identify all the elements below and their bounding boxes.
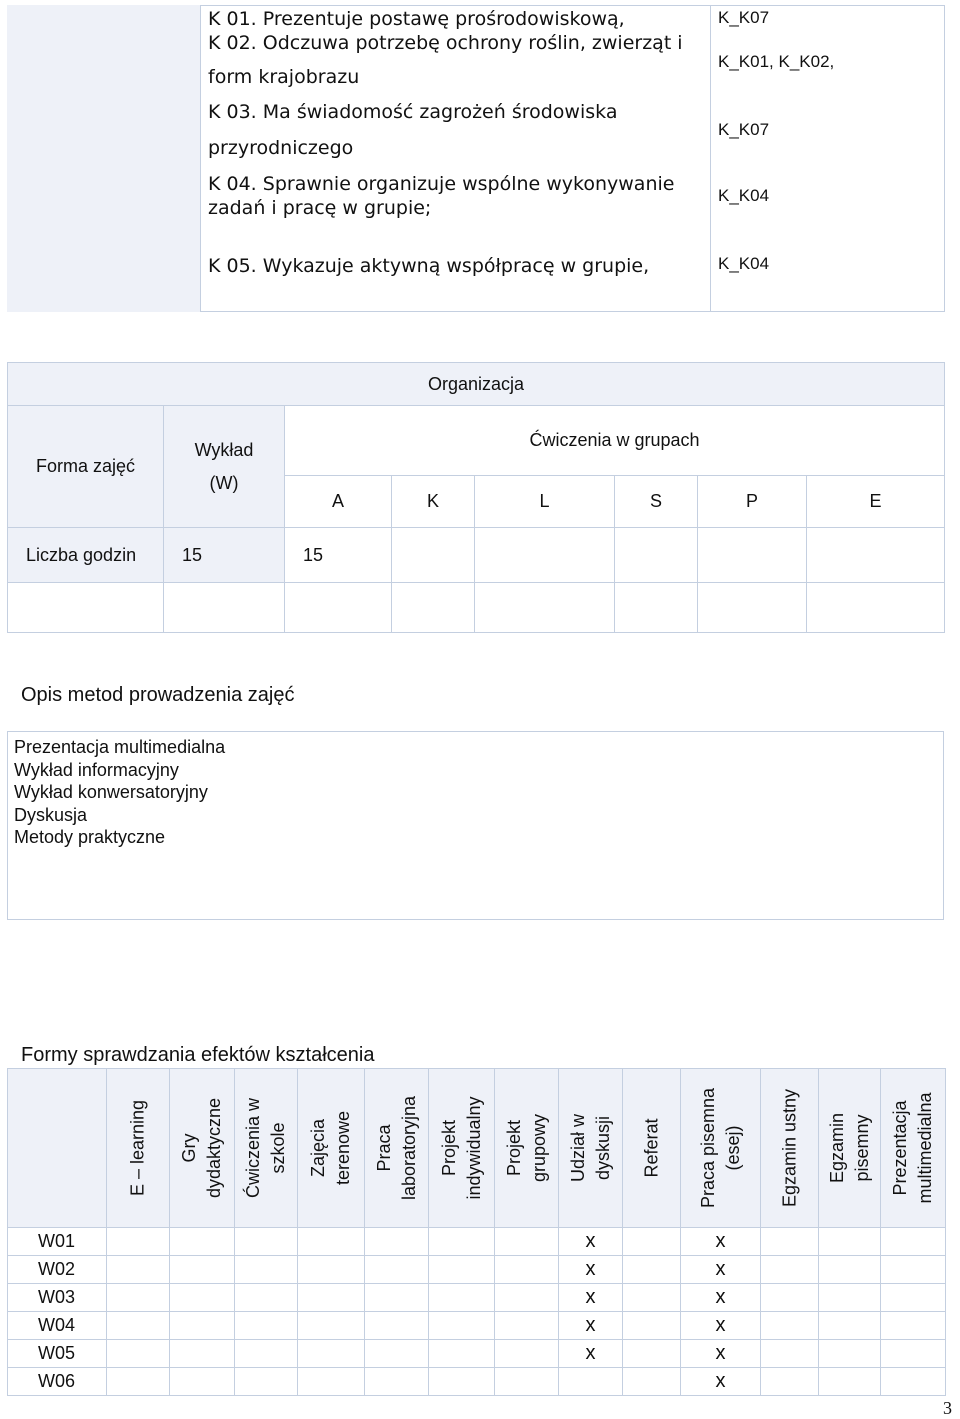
verification-cell (818, 1283, 881, 1312)
group-a-header: A (284, 475, 392, 528)
verification-cell (428, 1339, 495, 1368)
empty-cell (284, 582, 392, 633)
verification-cell: x (680, 1311, 761, 1340)
competence-code-1: K_K07 (718, 8, 770, 27)
verification-cell (234, 1367, 298, 1396)
verification-cell (364, 1283, 429, 1312)
verification-cell (818, 1367, 881, 1396)
wyklad-header-line2: (W) (209, 472, 239, 493)
verification-cell (234, 1311, 298, 1340)
verification-cell (297, 1367, 365, 1396)
verification-column-header (169, 1068, 235, 1228)
verification-column-label: Referat (641, 1118, 661, 1178)
verification-cell: x (680, 1283, 761, 1312)
competence-line-8: K 05. Wykazuje aktywną współpracę w grupie, (208, 255, 650, 277)
verification-column-label: Egzamin ustny (779, 1088, 799, 1208)
verification-cell (818, 1255, 881, 1284)
verification-column-header (364, 1068, 429, 1228)
verification-cell (234, 1339, 298, 1368)
empty-cell (614, 582, 698, 633)
verification-cell (364, 1339, 429, 1368)
method-item: Metody praktyczne (14, 827, 166, 847)
group-e-header: E (806, 475, 945, 528)
verification-column-label: Egzamin (826, 1112, 847, 1184)
verification-cell (106, 1283, 170, 1312)
competence-line-4: K 03. Ma świadomość zagrożeń środowiska (208, 101, 618, 123)
verification-cell (169, 1339, 235, 1368)
verification-cell (760, 1311, 819, 1340)
hours-group-l (474, 527, 615, 583)
verification-cell (297, 1311, 365, 1340)
verification-column-label: Gry (179, 1133, 199, 1163)
verification-header-corner (7, 1068, 107, 1228)
verification-column-label: grupowy (528, 1113, 549, 1183)
verification-cell: x (680, 1339, 761, 1368)
verification-cell (234, 1227, 298, 1256)
verification-cell (494, 1255, 559, 1284)
hours-group-p (697, 527, 807, 583)
method-item: Wykład konwersatoryjny (14, 782, 208, 802)
verification-cell: x (680, 1227, 761, 1256)
verification-column-label: indywidualny (463, 1096, 484, 1200)
verification-cell (364, 1311, 429, 1340)
hours-group-s (614, 527, 698, 583)
verification-cell (622, 1339, 681, 1368)
verification-cell (622, 1227, 681, 1256)
verification-column-label: dydaktyczne (204, 1097, 224, 1199)
verification-row-label: W03 (7, 1283, 107, 1312)
liczba-godzin-label: Liczba godzin (7, 527, 164, 583)
verification-cell: x (558, 1227, 623, 1256)
verification-column-label: (esej) (722, 1125, 743, 1171)
verification-row-label: W01 (7, 1227, 107, 1256)
verification-cell (428, 1283, 495, 1312)
verification-column-header (558, 1068, 623, 1228)
competence-code-2: K_K01, K_K02, (718, 52, 835, 71)
verification-cell: x (558, 1283, 623, 1312)
verification-cell (818, 1227, 881, 1256)
verification-cell (622, 1367, 681, 1396)
verification-cell (169, 1283, 235, 1312)
verification-cell (622, 1283, 681, 1312)
verification-row-label: W05 (7, 1339, 107, 1368)
method-item: Dyskusja (14, 804, 88, 825)
verification-column-label: Udział w (567, 1113, 588, 1183)
forma-zajec-label: Forma zajęć (7, 405, 164, 528)
verification-cell (234, 1255, 298, 1284)
verification-column-label: Praca (373, 1124, 394, 1172)
method-item: Wykład informacyjny (14, 759, 179, 780)
hours-group-k (391, 527, 475, 583)
verification-cell (760, 1227, 819, 1256)
wyklad-header-line1: Wykład (194, 439, 254, 460)
verification-cell (494, 1339, 559, 1368)
group-l-header: L (474, 475, 615, 528)
verification-cell (106, 1339, 170, 1368)
verification-cell (880, 1339, 946, 1368)
empty-cell (697, 582, 807, 633)
verification-cell (428, 1255, 495, 1284)
verification-cell (880, 1255, 946, 1284)
group-p-header: P (697, 475, 807, 528)
verification-cell (428, 1311, 495, 1340)
competence-line-7: zadań i pracę w grupie; (208, 197, 432, 219)
verification-column-label: multimedialna (915, 1092, 935, 1204)
verification-cell (494, 1367, 559, 1396)
verification-column-label: pisemny (851, 1114, 872, 1182)
competence-line-5: przyrodniczego (208, 137, 354, 159)
verification-column-header (106, 1068, 170, 1228)
verification-cell (622, 1311, 681, 1340)
verification-column-label: Prezentacja (890, 1100, 910, 1196)
verification-cell (622, 1255, 681, 1284)
competence-code-3: K_K07 (718, 120, 770, 139)
verification-cell (364, 1255, 429, 1284)
verification-cell (428, 1367, 495, 1396)
verification-row-label: W02 (7, 1255, 107, 1284)
organization-header: Organizacja (7, 362, 945, 406)
verification-cell (169, 1311, 235, 1340)
empty-cell (391, 582, 475, 633)
competence-line-3: form krajobrazu (208, 66, 360, 88)
verification-cell (106, 1311, 170, 1340)
verification-cell (494, 1311, 559, 1340)
verification-column-label: terenowe (333, 1110, 353, 1186)
verification-cell (880, 1227, 946, 1256)
verification-cell (234, 1283, 298, 1312)
verification-cell (297, 1227, 365, 1256)
verification-cell (297, 1339, 365, 1368)
verification-cell (818, 1311, 881, 1340)
verification-column-label: laboratoryjna (398, 1095, 419, 1201)
empty-cell (474, 582, 615, 633)
empty-cell (7, 582, 164, 633)
verification-cell: x (558, 1311, 623, 1340)
verification-cell: x (558, 1339, 623, 1368)
verification-cell (364, 1227, 429, 1256)
verification-column-label: Praca pisemna (697, 1087, 718, 1209)
competence-line-1: K 01. Prezentuje postawę prośrodowiskową, (208, 8, 625, 30)
verification-column-label: dyskusji (592, 1115, 613, 1181)
verification-column-header (234, 1068, 298, 1228)
verification-cell (428, 1227, 495, 1256)
method-item: Prezentacja multimedialna (14, 737, 226, 757)
verification-cell (818, 1339, 881, 1368)
verification-cell (760, 1367, 819, 1396)
hours-group-a: 15 (284, 527, 392, 583)
competences-label-column (7, 5, 201, 312)
verification-column-label: Zajęcia (308, 1118, 328, 1178)
verification-column-header (494, 1068, 559, 1228)
verification-row-label: W06 (7, 1367, 107, 1396)
verification-column-header (428, 1068, 495, 1228)
verification-cell (494, 1283, 559, 1312)
group-k-header: K (391, 475, 475, 528)
verification-cell (297, 1255, 365, 1284)
wyklad-header (163, 405, 285, 528)
verification-cell (106, 1367, 170, 1396)
verification-cell (169, 1255, 235, 1284)
verification-column-label: szkole (268, 1122, 288, 1174)
verification-column-header (622, 1068, 681, 1228)
verification-column-header (297, 1068, 365, 1228)
verification-cell (364, 1367, 429, 1396)
verification-cell: x (558, 1255, 623, 1284)
verification-title: Formy sprawdzania efektów kształcenia (21, 1044, 375, 1066)
competence-code-5: K_K04 (718, 254, 770, 273)
verification-cell (880, 1367, 946, 1396)
hours-wyklad: 15 (163, 527, 285, 583)
verification-cell: x (680, 1255, 761, 1284)
verification-cell (880, 1311, 946, 1340)
verification-column-header (880, 1068, 946, 1228)
verification-cell (106, 1255, 170, 1284)
verification-column-label: Projekt (438, 1119, 459, 1177)
verification-cell (558, 1367, 623, 1396)
hours-group-e (806, 527, 945, 583)
group-s-header: S (614, 475, 698, 528)
verification-cell (169, 1227, 235, 1256)
verification-column-header (818, 1068, 881, 1228)
verification-cell (760, 1255, 819, 1284)
cwiczenia-header: Ćwiczenia w grupach (284, 405, 945, 476)
verification-column-label: Projekt (503, 1119, 524, 1177)
competence-line-6: K 04. Sprawnie organizuje wspólne wykonywanie (208, 173, 675, 195)
verification-cell: x (680, 1367, 761, 1396)
verification-cell (760, 1339, 819, 1368)
verification-column-label: E – learning (127, 1099, 148, 1197)
verification-column-header (680, 1068, 761, 1228)
verification-cell (169, 1367, 235, 1396)
verification-cell (106, 1227, 170, 1256)
competence-code-4: K_K04 (718, 186, 770, 205)
page-number: 3 (943, 1398, 952, 1418)
methods-title: Opis metod prowadzenia zajęć (21, 684, 295, 706)
empty-cell (163, 582, 285, 633)
verification-column-header (760, 1068, 819, 1228)
methods-box (7, 731, 944, 920)
verification-cell (880, 1283, 946, 1312)
empty-cell (806, 582, 945, 633)
verification-cell (494, 1227, 559, 1256)
verification-cell (760, 1283, 819, 1312)
competence-line-2: K 02. Odczuwa potrzebę ochrony roślin, zwierząt i (208, 32, 683, 54)
verification-column-label: Ćwiczenia w (243, 1097, 263, 1199)
verification-cell (297, 1283, 365, 1312)
verification-row-label: W04 (7, 1311, 107, 1340)
